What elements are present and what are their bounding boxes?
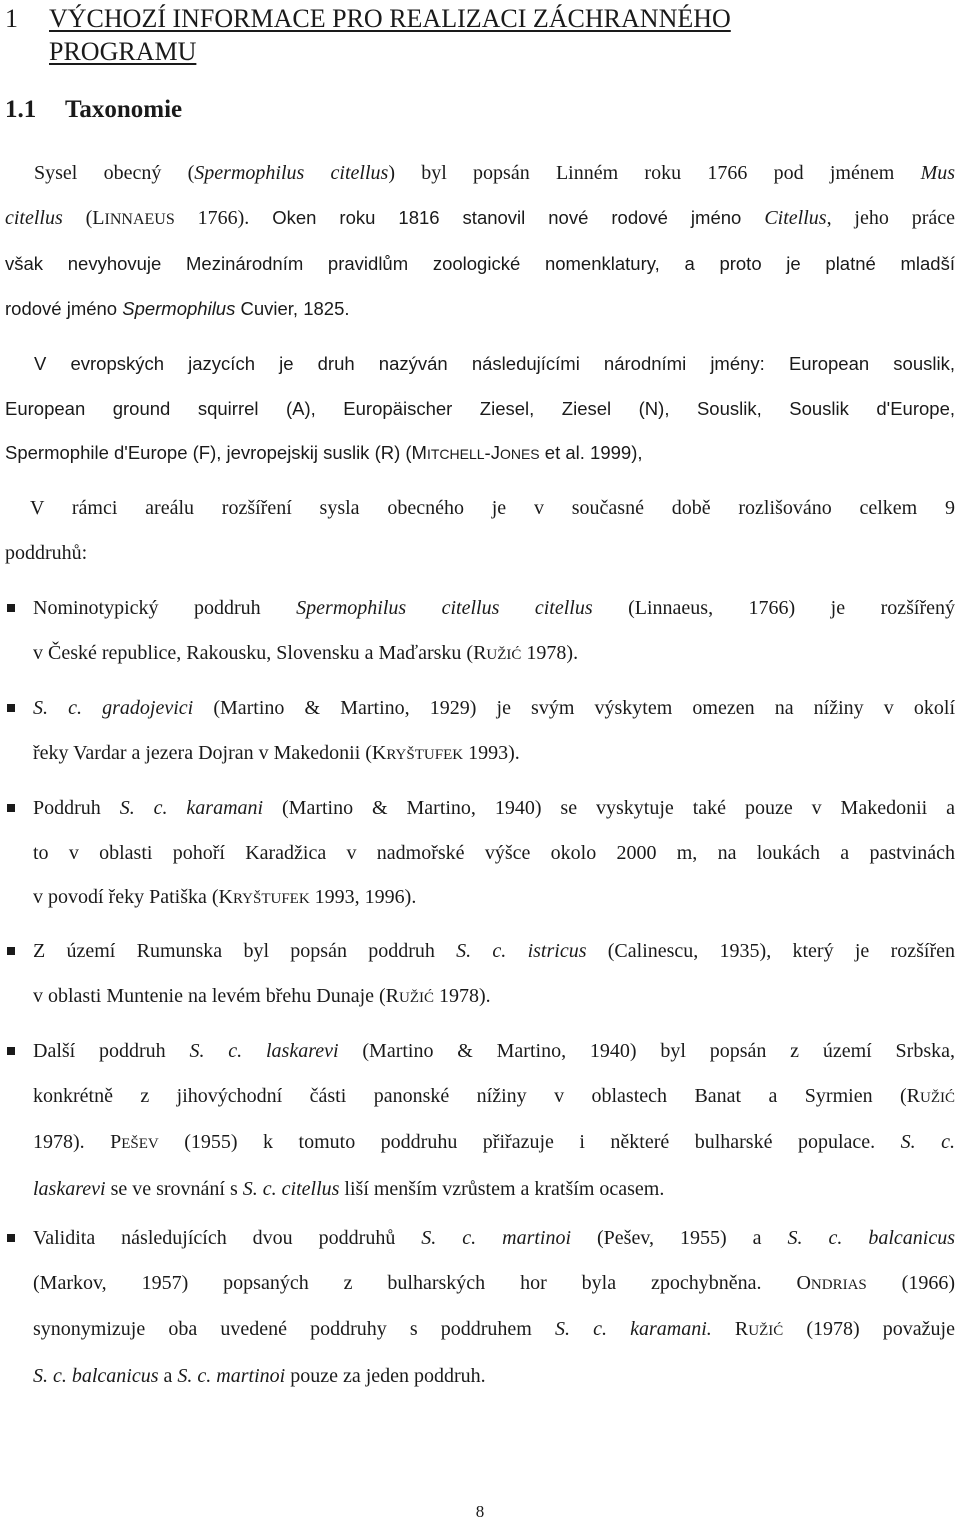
chapter-title-line1: VÝCHOZÍ INFORMACE PRO REALIZACI ZÁCHRANNÉHO [49, 4, 731, 33]
paragraph-national-names [5, 342, 955, 477]
square-bullet-icon [7, 604, 15, 612]
bullet-text: Další poddruh S. c. laskarevi (Martino & Martino, 1940) byl popsán z území Srbska, konkrétně z jihovýchodní části panonské nížiny v oblastech Banat a Syrmien (RUŽIĆ 1978). PEŠEV (1955) k tomuto poddruhu přiřazuje i některé bulharské populace. S. c. laskarevi se ve srovnání s S. c. citellus liší menším vzrůstem a kratším ocasem. [33, 1040, 955, 1200]
square-bullet-icon [7, 1234, 15, 1242]
paragraph-taxonomy [5, 151, 955, 331]
page-number: 8 [475, 1502, 485, 1521]
section-number: 1.1 [5, 96, 37, 123]
square-bullet-icon [7, 804, 15, 812]
paragraph-subspecies-intro [5, 486, 955, 575]
p2-line3: Spermophile d'Europe (F), jevropejskij suslik (R) (MITCHELL-JONES et al. 1999), [5, 442, 643, 463]
p1-line1: Sysel obecný (Spermophilus citellus) byl popsán Linném roku 1766 pod jménem Mus [34, 162, 956, 184]
section-heading [5, 95, 182, 125]
section-title: Taxonomie [65, 96, 183, 123]
p1-line3: však nevyhovuje Mezinárodním pravidlům zoologické nomenklatury, a proto je platné mladší [5, 253, 955, 274]
square-bullet-icon [7, 704, 15, 712]
bullet-text: Nominotypický poddruh Spermophilus citellus citellus (Linnaeus, 1766) je rozšířený v České republice, Rakousku, Slovensku a Maďarsku (RUŽIĆ 1978). [33, 597, 955, 664]
p2-line1: V evropských jazycích je druh nazýván následujícími národními jmény: European souslik, [34, 353, 955, 374]
chapter-heading [5, 2, 925, 68]
bullet-text: S. c. gradojevici (Martino & Martino, 1929) je svým výskytem omezen na nížiny v okolí řeky Vardar a jezera Dojran v Makedonii (KRYŠTUFEK 1993). [33, 697, 956, 764]
chapter-number: 1 [5, 4, 18, 33]
p3-line2: poddruhů: [5, 541, 88, 564]
bullet-text: Validita následujících dvou poddruhů S. c. martinoi (Pešev, 1955) a S. c. balcanicus (Markov, 1957) popsaných z bulharských hor byla zpochybněna. ONDRIAS (1966) synonymizuje oba uvedené poddruhy s poddruhem S. c. karamani. RUŽIĆ (1978) považuje S. c. balcanicus a S. c. martinoi pouze za jeden poddruh. [33, 1227, 955, 1387]
p3-line1: V rámci areálu rozšíření sysla obecného je v současné době rozlišováno celkem 9 [30, 497, 955, 519]
square-bullet-icon [7, 947, 15, 955]
chapter-title-line2: PROGRAMU [49, 37, 197, 66]
p2-line2: European ground squirrel (A), Europäischer Ziesel, Ziesel (N), Souslik, Souslik d'Europe, [5, 397, 955, 419]
square-bullet-icon [7, 1047, 15, 1055]
bullet-text: Poddruh S. c. karamani (Martino & Martino, 1940) se vyskytuje také pouze v Makedonii a to v oblasti pohoří Karadžica v nadmořské výšce okolo 2000 m, na loukách a pastvinách v povodí řeky Patiška (KRYŠTUFEK 1993, 1996). [33, 797, 955, 908]
p1-line2: citellus (LINNAEUS 1766). Oken roku 1816 stanovil nové rodové jméno Citellus, jeho práce [5, 206, 955, 229]
p1-line4: rodové jméno Spermophilus Cuvier, 1825. [5, 297, 350, 319]
bullet-text: Z území Rumunska byl popsán poddruh S. c. istricus (Calinescu, 1935), který je rozšířen v oblasti Muntenie na levém břehu Dunaje (RUŽIĆ 1978). [33, 940, 955, 1007]
